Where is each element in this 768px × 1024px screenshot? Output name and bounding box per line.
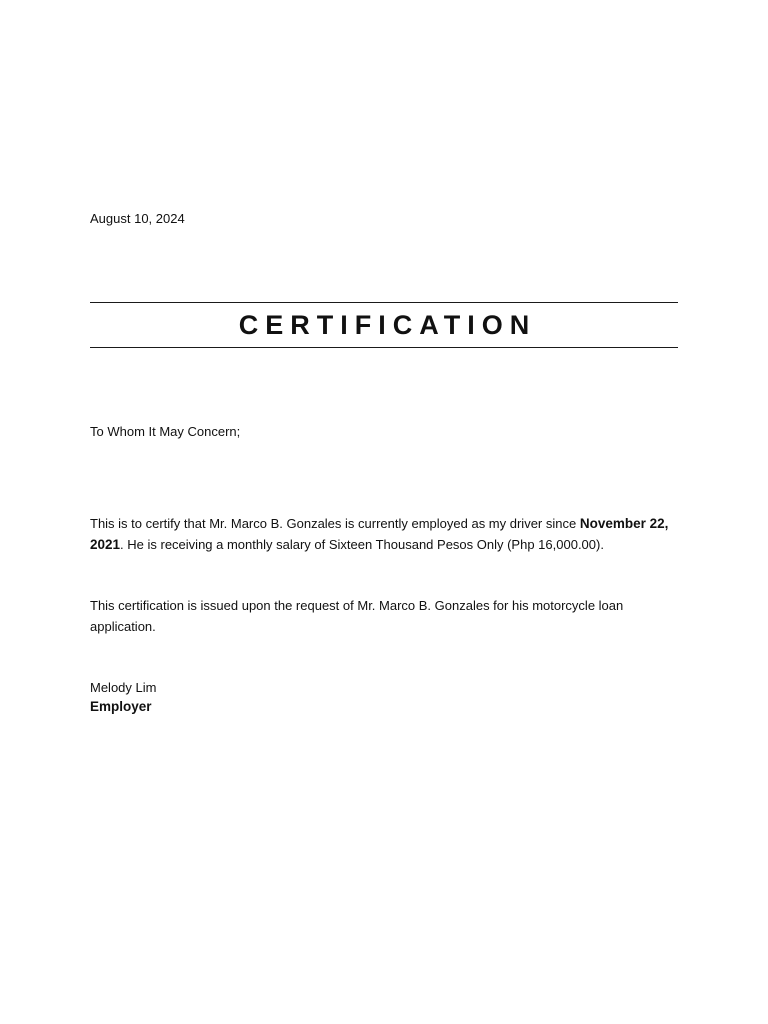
- salutation: To Whom It May Concern;: [90, 424, 241, 439]
- title-bottom-rule: [90, 347, 678, 348]
- title-top-rule: [90, 302, 678, 303]
- employment-text-end: . He is receiving a monthly salary of Sixteen Thousand Pesos Only (Php 16,000.00).: [120, 537, 604, 552]
- signatory-name: Melody Lim: [90, 680, 157, 695]
- document-title: CERTIFICATION: [238, 310, 537, 340]
- employment-text-start: This is to certify that Mr. Marco B. Gonzales is currently employed as my driver since: [90, 516, 580, 531]
- employment-start-date: November 22, 2021: [90, 516, 669, 552]
- employment-paragraph: [90, 513, 682, 555]
- purpose-paragraph: This certification is issued upon the request of Mr. Marco B. Gonzales for his motorcycle loan application.: [90, 598, 624, 634]
- document-date: August 10, 2024: [90, 211, 185, 226]
- signatory-role: Employer: [90, 699, 152, 714]
